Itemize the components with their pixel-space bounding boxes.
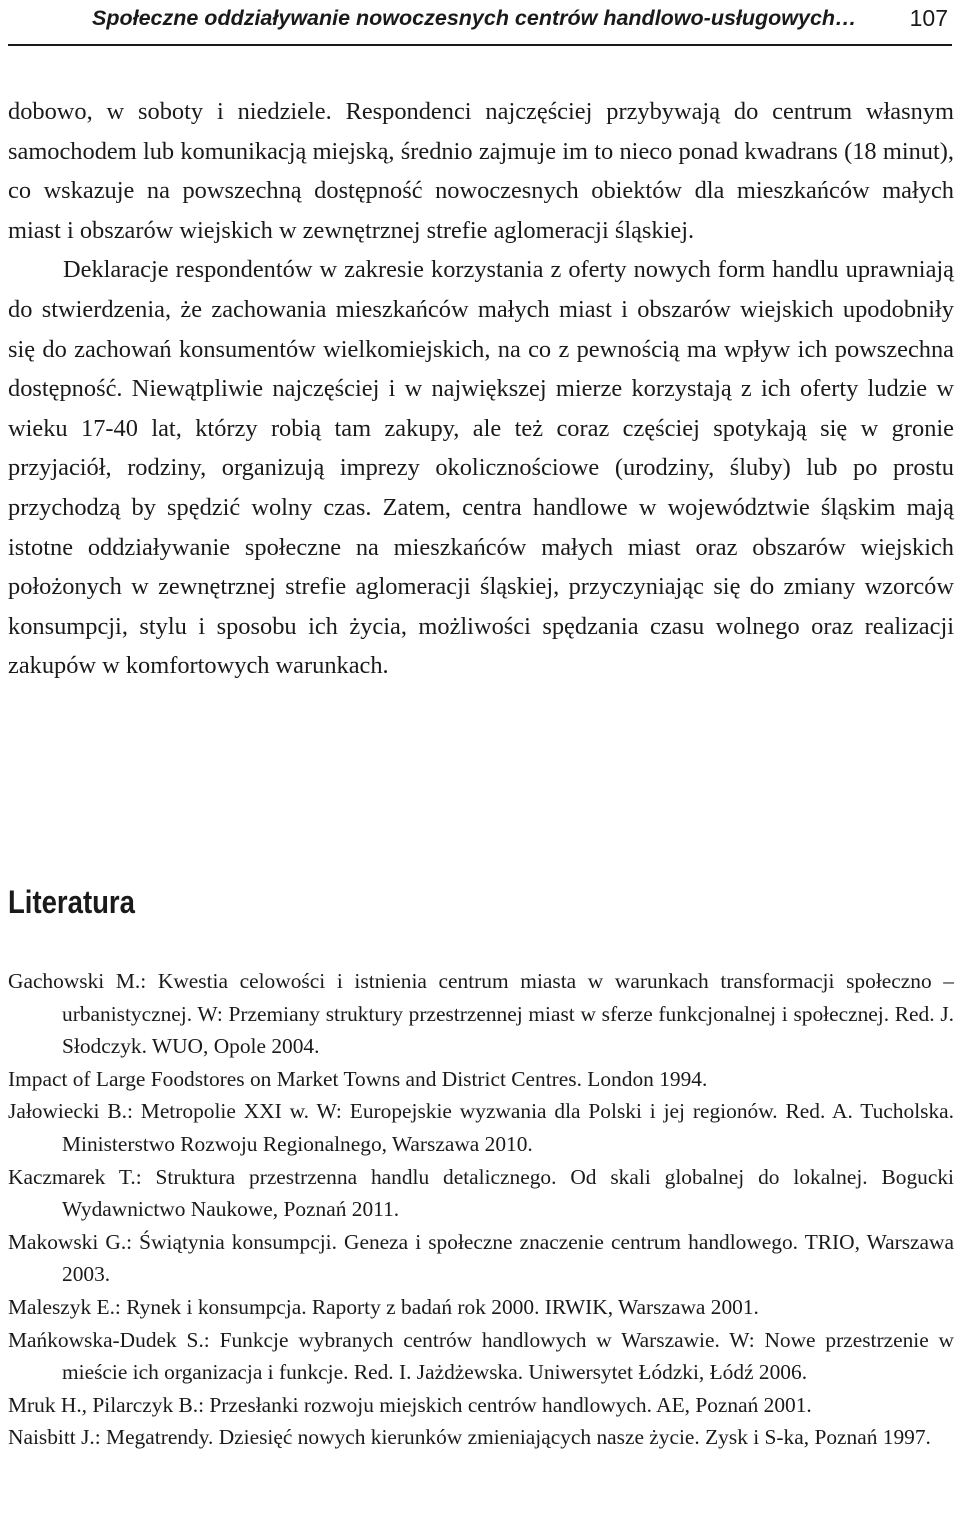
reference-item: Maleszyk E.: Rynek i konsumpcja. Raporty z badań rok 2000. IRWIK, Warszawa 2001. bbox=[8, 1294, 759, 1319]
reference-item: Mańkowska-Dudek S.: Funkcje wybranych centrów handlowych w Warszawie. W: Nowe przestrzenie w mieście ich organizacja i funkcje. Red. I. Jażdżewska. Uniwersytet Łódzki, Łódź 2006. bbox=[8, 1327, 954, 1385]
running-title: Społeczne oddziaływanie nowoczesnych centrów handlowo-usługowych… bbox=[92, 6, 857, 30]
reference-item: Makowski G.: Świątynia konsumpcji. Geneza i społeczne znaczenie centrum handlowego. TRIO, Warszawa 2003. bbox=[8, 1229, 954, 1287]
reference-item: Mruk H., Pilarczyk B.: Przesłanki rozwoju miejskich centrów handlowych. AE, Poznań 2001. bbox=[8, 1392, 812, 1417]
paragraph: Deklaracje respondentów w zakresie korzystania z oferty nowych form handlu uprawniają do stwierdzenia, że zachowania mieszkańców małych miast i obszarów wiejskich upodobniły się do zachowań konsumentów wielkomiejskich, na co z pewnością ma wpływ ich powszechna dostępność. Niewątpliwie najczęściej i w największej mierze korzystają z ich oferty ludzie w wieku 17-40 lat, którzy robią tam zakupy, ale też coraz częściej spotykają się w gronie przyjaciół, rodziny, organizują imprezy okolicznościowe (urodziny, śluby) lub po prostu przychodzą by spędzić wolny czas. Zatem, centra handlowe w województwie śląskim mają istotne oddziaływanie społeczne na mieszkańców małych miast oraz obszarów wiejskich położonych w zewnętrznej strefie aglomeracji śląskiej, przyczyniając się do zmiany wzorców konsumpcji, stylu i sposobu ich życia, możliwości spędzania czasu wolnego oraz realizacji zakupów w komfortowych warunkach. bbox=[8, 256, 954, 680]
running-header bbox=[8, 0, 952, 46]
paragraph-continued: dobowo, w soboty i niedziele. Respondenci najczęściej przybywają do centrum własnym samochodem lub komunikacją miejską, średnio zajmuje im to nieco ponad kwadrans (18 minut), co wskazuje na powszechną dostępność nowoczesnych obiektów dla mieszkańców małych miast i obszarów wiejskich w zewnętrznej strefie aglomeracji śląskiej. bbox=[8, 98, 954, 244]
reference-item: Kaczmarek T.: Struktura przestrzenna handlu detalicznego. Od skali globalnej do lokalnej. Bogucki Wydawnictwo Naukowe, Poznań 2011. bbox=[8, 1164, 954, 1222]
reference-item: Naisbitt J.: Megatrendy. Dziesięć nowych kierunków zmieniających nasze życie. Zysk i S-ka, Poznań 1997. bbox=[8, 1425, 931, 1450]
reference-item: Gachowski M.: Kwestia celowości i istnienia centrum miasta w warunkach transformacji społeczno – urbanistycznej. W: Przemiany struktury przestrzennej miast w sferze funkcjonalnej i społecznej. Red. J. Słodczyk. WUO, Opole 2004. bbox=[8, 969, 954, 1059]
reference-list bbox=[8, 965, 954, 1454]
page-number: 107 bbox=[909, 5, 948, 31]
section-title-literatura: Literatura bbox=[8, 884, 135, 920]
body-text bbox=[8, 92, 954, 686]
reference-item: Jałowiecki B.: Metropolie XXI w. W: Europejskie wyzwania dla Polski i jej regionów. Red. A. Tucholska. Ministerstwo Rozwoju Regionalnego, Warszawa 2010. bbox=[8, 1099, 954, 1156]
reference-item: Impact of Large Foodstores on Market Towns and District Centres. London 1994. bbox=[8, 1066, 708, 1091]
